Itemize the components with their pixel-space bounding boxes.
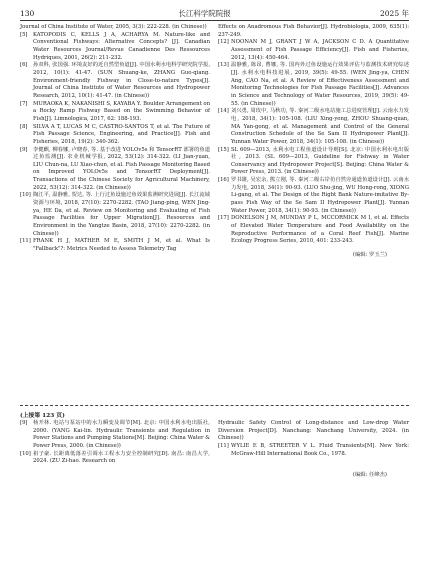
reference-text: 陶江平, 温静雅, 贺达, 等. 上行过鱼设施过鱼效果监测研究进展[J]. 长江流域资源与环境, 2018, 27(10): 2270-2282. (TAO Jiang-ping, WEN Jing-ya, HE Da, et al. Review on Monitoring and Evaluating of Fish Passage Facilities for Upper Migration[J]. Resources and Environment in the Yangtze Basin, 2018, 27(10): 2270-2282. (in Chinese)) <box>33 192 210 237</box>
right-reference-column <box>218 24 409 260</box>
reference-item <box>218 420 409 443</box>
reference-text: Hydraulic Safety Control of Long-distance and Low-drop Water Diversion Project[D]. Nanchang: Nanchang University, 2024. (in Chinese)) <box>218 420 409 442</box>
reference-item <box>218 177 409 215</box>
reference-number: [14] <box>218 108 229 115</box>
reference-number: [10] <box>20 450 31 457</box>
reference-text: 李健麒, 柳春娜, 卢晓春, 等. 基于改进 YOLOv5s 和 TensorRT 部署的鱼道过鱼监测[J]. 农业机械学报, 2022, 53(12): 314-322. (LI Jian-yuan, LIU Chun-na, LU Xiao-chun, et al. Fish Passage Monitoring Based on Improved YOLOv5s and TensorRT Deployment[J]. Transactions of the Chinese Society for Agricultural Machinery, 2022, 53(12): 314-322. (in Chinese)) <box>33 146 210 191</box>
reference-text: 温静雅, 陈昂, 曹娜, 等. 国内外过鱼设施运行效果评估与监测技术研究综述[J]. 水利水电科技进展, 2019, 39(5): 49-55. (WEN Jing-ya, CHEN Ang, CAO Na, et al. A Review of Effectiveness Assessment and Monitoring Technologies for Fish Passage Facilities[J]. Advances in Science and Technology of Water Resources, 2019, 39(5): 49-55. (in Chinese)) <box>231 62 409 107</box>
reference-text: MURAOKA K, NAKANISHI S, KAYABA Y. Boulder Arrangement on a Rocky Ramp Fishway Based on the Swimming Behavior of Fish[J]. Limnologica, 2017, 62: 188-193. <box>33 100 210 122</box>
reference-text: FRANK H J, MATHER M E, SMITH J M, et al. What Is "Fallback"?: Metrics Needed to Assess Telemetry Tag <box>33 238 210 253</box>
reference-number: [9] <box>20 146 28 153</box>
reference-number: [10] <box>20 192 31 199</box>
reference-item <box>20 451 210 466</box>
reference-text: DONELSON J M, MUNDAY P L, MCCORMICK M I, et al. Effects of Elevated Water Temperature and Food Availability on the Reproductive Performance of a Coral Reef Fish[J]. Marine Ecology Progress Series, 2010, 401: 233-243. <box>231 215 409 245</box>
reference-number: [13] <box>218 62 229 69</box>
reference-item <box>218 24 409 39</box>
bottom-left-reference-column <box>20 420 210 466</box>
continuation-header: (上接第 123 页) <box>20 413 65 419</box>
bottom-right-reference-column <box>218 420 409 480</box>
reference-item <box>20 124 210 147</box>
reference-item <box>20 147 210 193</box>
journal-title: 长江科学院院报 <box>178 8 231 18</box>
page-number: 130 <box>20 8 35 18</box>
reference-item <box>20 420 210 451</box>
reference-text: SL 609—2013, 水利水电工程鱼道设计导则[S]. 北京: 中国水利水电出版社, 2013. (SL 609—2013, Guideline for Fishway in Water Conservancy and Hydropower Project[S]. Beijing: China Water & Power Press, 2013. (in Chinese)) <box>231 146 409 176</box>
reference-item <box>218 39 409 62</box>
editor-note: (编辑: 罗玉兰) <box>352 252 387 259</box>
reference-number: [7] <box>20 100 28 107</box>
reference-number: [12] <box>218 39 229 46</box>
bottom-editor-note: (编辑: 任峰杰) <box>352 472 387 479</box>
journal-year: 2025 年 <box>380 8 409 18</box>
reference-item <box>218 443 409 458</box>
reference-item <box>20 62 210 100</box>
reference-text: 祖子豪. 长距离低落差引调水工程水力安全控制研究[D]. 南昌: 南昌大学, 2024. (ZU Zi-hao. Research on <box>33 450 210 465</box>
reference-text: NOONAN M J, GRANT J W A, JACKSON C D. A Quantitative Assessment of Fish Passage Efficiency[J]. Fish and Fisheries, 2012, 13(4): 450-464. <box>231 39 409 61</box>
reference-number: [6] <box>20 62 28 69</box>
reference-item <box>20 192 210 238</box>
reference-item <box>218 62 409 108</box>
page-header <box>20 6 409 21</box>
reference-text: 孙双科, 张国强. 环境友好的近自然型鱼道[J]. 中国水利水电科学研究院学报, 2012, 10(1): 41-47. (SUN Shuang-ke, ZHANG Guo-qiang. Environment-friendly Fishway in Close-to-nature Types[J]. Journal of China Institute of Water Resources and Hydropower Research, 2012, 10(1): 41-47. (in Chinese)) <box>33 62 210 99</box>
reference-item <box>20 32 210 63</box>
reference-number: [8] <box>20 123 28 130</box>
reference-text: WYLIE E B, STREETER V L. Fluid Transients[M]. New York: McGraw-Hill International Book Co., 1978. <box>231 442 409 457</box>
reference-item <box>218 108 409 146</box>
reference-item <box>20 101 210 124</box>
reference-number: [11] <box>218 442 229 449</box>
section-divider <box>20 405 409 406</box>
reference-text: Journal of China Institute of Water, 2005, 3(3): 222-228. (in Chinese)) <box>20 24 207 30</box>
reference-text: Effects on Anadromous Fish Behavior[J]. Hydrobiologia, 2009, 635(1): 237-249. <box>218 24 409 38</box>
reference-text: 刘兴勇, 周玫中, 马秋功, 等. 秦河二级水电站施工总进度管理[J]. 云南水力发电, 2018, 34(1): 105-108. (LIU Xing-yong, ZHOU Shuang-quan, MA Yan-gong, et al. Management and Control of the General Construction Schedule of the Se Sam II Hydropower Plant[J]. Yunnan Water Power, 2018, 34(1): 105-108. (in Chinese)) <box>231 108 409 145</box>
reference-item <box>218 147 409 178</box>
reference-text: 杨开林. 电站与泵站中的水力瞬变及调节[M]. 北京: 中国水利水电出版社, 2000. (YANG Kai-lin. Hydraulic Transients and Regulation in Power Stations and Pumping Stations[M]. Beijing: China Water & Power Press, 2000. (in Chinese)) <box>33 420 210 449</box>
reference-number: [16] <box>218 177 229 184</box>
reference-number: [15] <box>218 146 229 153</box>
reference-item <box>20 24 210 32</box>
reference-item <box>20 238 210 253</box>
left-reference-column <box>20 24 210 254</box>
reference-text: SILVA A T, LUCAS M C, CASTRO-SANTOS T, et al. The Future of Fish Passage Science, Engineering, and Practice[J]. Fish and Fisheries, 2018, 19(2): 340-362. <box>33 123 210 145</box>
reference-item <box>218 215 409 246</box>
reference-text: 罗书雄, 吴宏余, 熊立刚, 等. 秦河二级右岸仿自然旁通道鱼道设计[J]. 云南水力发电, 2018, 34(1): 90-93. (LUO Shu-jing, WU Hong-rong, XIONG Li-gang, et al. The Design of the Right Bank Nature-imitative By-pass Fish Way of the Se Sam II Hydropower Plant[J]. Yunnan Water Power, 2018, 34(1): 90-93. (in Chinese)) <box>231 177 409 214</box>
reference-text: KATOPODIS C, KELLS J A, ACHARYA M. Nature-like and Conventional Fishways: Alternative Concepts? [J]. Canadian Water Resources Journal/Revue Canadienne Des Ressources Hydriques, 2001, 26(2): 211-232. <box>33 31 210 61</box>
reference-number: [11] <box>20 238 31 245</box>
reference-number: [17] <box>218 215 229 222</box>
reference-number: [5] <box>20 31 28 38</box>
reference-number: [9] <box>20 420 28 426</box>
